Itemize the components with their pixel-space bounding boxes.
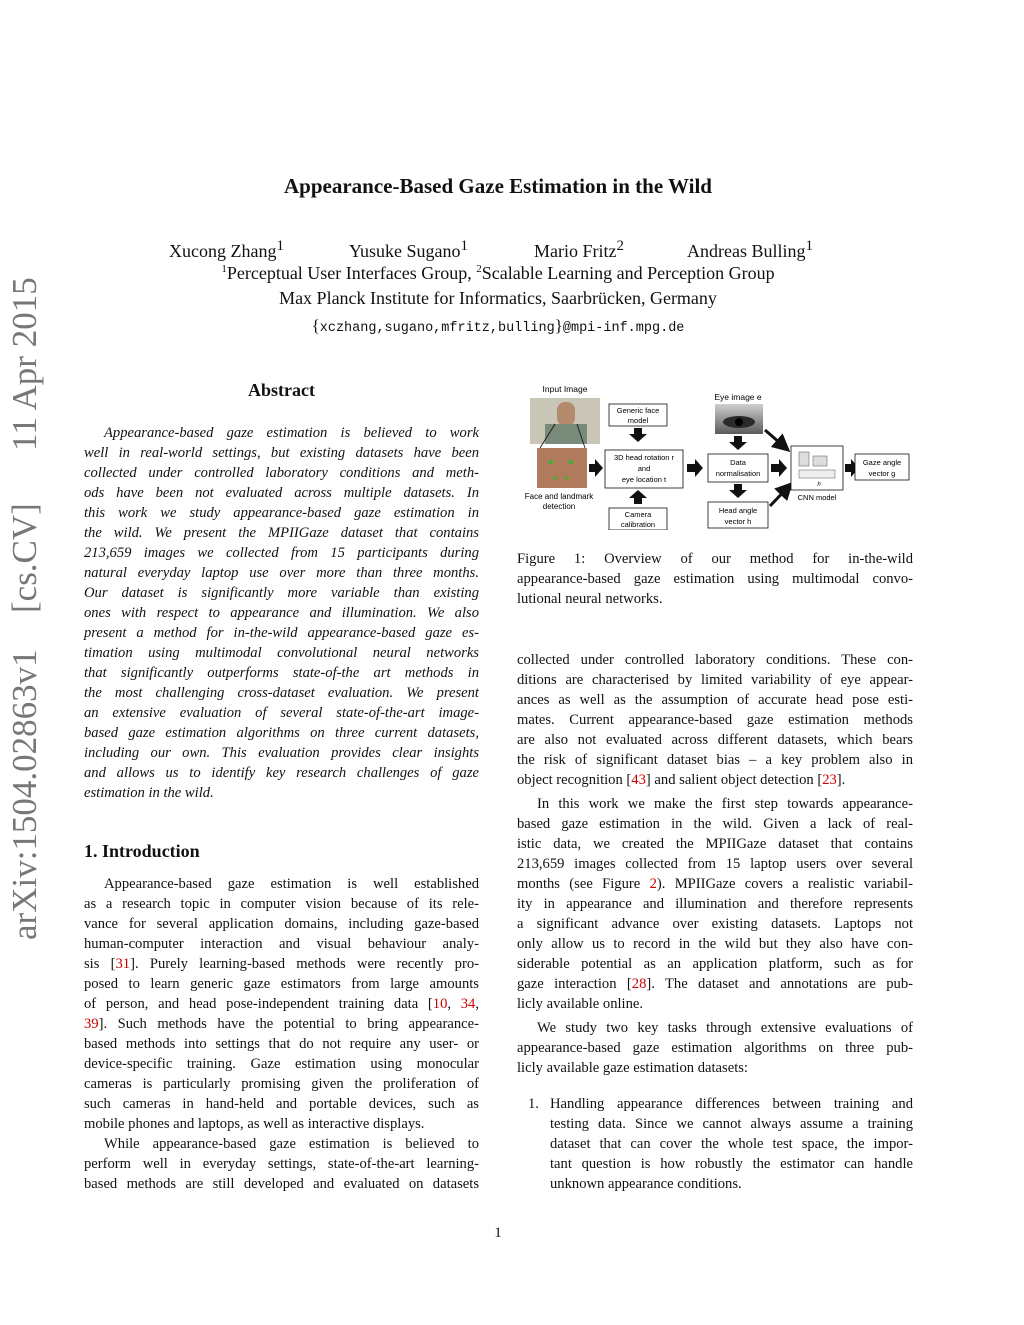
text-line: mates. Current appearance-based gaze estimation methods: [517, 712, 913, 728]
list-number: 1.: [528, 1096, 539, 1112]
text-line: months (see Figure 2). MPIIGaze covers a realistic variabil-: [517, 876, 913, 892]
author-3: Mario Fritz$^2$: [534, 238, 624, 261]
text-line: licly available gaze estimation datasets:: [517, 1060, 748, 1076]
text-line: device-specific training. Gaze estimation using monocular: [84, 1056, 479, 1072]
fig-eye-image-label: Eye image e: [714, 392, 762, 402]
fig-arrow-head-to-cnn: [770, 484, 791, 506]
text-line: mobile phones and laptops, as well as interactive displays.: [84, 1116, 425, 1132]
fig-camera-label-1: Camera: [624, 510, 652, 519]
text-line: based gaze estimation in the wild. Given a lack of real-: [517, 816, 913, 832]
author-2: Yusuke Sugano$^1$: [349, 238, 468, 261]
text-line: Figure 1: Overview of our method for in-the-wild: [517, 551, 913, 567]
fig-camera-label-2: calibration: [620, 520, 656, 529]
text-line: natural everyday laptop use over more than three months.: [84, 565, 479, 581]
fig-arrow-right: [589, 459, 603, 477]
fig-head-angle-label-2: vector h: [724, 517, 752, 526]
fig-landmark: [566, 477, 569, 480]
fig-arrow-down: [729, 484, 747, 498]
fig-arrow-up: [629, 490, 647, 504]
text-line: 213,659 images collected from 15 laptop users over several: [517, 856, 913, 872]
text-line: that significantly outperforms state-of-the art methods in: [84, 665, 479, 681]
fig-head-rotation-label-1: 3D head rotation r: [613, 453, 675, 462]
fig-gaze-label-1: Gaze angle: [862, 458, 902, 467]
text-line: Appearance-based gaze estimation is believed to work: [104, 425, 479, 441]
text-line: We study two key tasks through extensive evaluations of: [537, 1020, 913, 1036]
text-line: posed to learn generic gaze estimators from large amounts: [84, 976, 479, 992]
text-line: human-computer interaction and visual behaviour analy-: [84, 936, 479, 952]
text-line: perform well in everyday settings, state-of-the-art learning-: [84, 1156, 479, 1172]
fig-data-norm-label-2: normalisation: [715, 469, 761, 478]
fig-cnn-h: h: [817, 482, 821, 488]
text-line: ity in appearance and illumination and therefore represents: [517, 896, 913, 912]
text-line: including our own. This evaluation provides clear insights: [84, 745, 479, 761]
text-line: well in real-world settings, but existing datasets have been: [84, 445, 479, 461]
text-line: the most challenging cross-dataset evaluation. We present: [84, 685, 479, 701]
text-line: this work we study appearance-based gaze estimation in: [84, 505, 479, 521]
text-line: vance for several application domains, including gaze-based: [84, 916, 479, 932]
text-line: sis [31]. Purely learning-based methods were recently pro-: [84, 956, 479, 972]
text-line: gaze interaction [28]. The dataset and annotations are pub-: [517, 976, 913, 992]
text-line: object recognition [43] and salient object detection [23].: [517, 772, 846, 788]
fig-generic-face-label-1: Generic face: [616, 406, 660, 415]
fig-cnn-label: CNN model: [797, 493, 837, 502]
abstract-body: [84, 423, 479, 803]
text-line: the risk of significant dataset bias – a key problem also in: [517, 752, 913, 768]
text-line: based gaze estimation algorithms on three current datasets,: [84, 725, 479, 741]
text-line: ances as well as the assumption of accurate head pose esti-: [517, 692, 913, 708]
introduction-heading: 1. Introduction: [84, 841, 200, 861]
abstract-heading: Abstract: [248, 380, 315, 400]
text-line: present a method for in-the-wild appearance-based gaze es-: [84, 625, 479, 641]
text-line: licly available online.: [517, 996, 644, 1012]
text-line: appearance-based gaze estimation algorithms on three pub-: [517, 1040, 913, 1056]
fig-cnn-layer: [799, 470, 835, 478]
text-line: ones with respect to appearance and illumination. We also: [84, 605, 479, 621]
text-line: based methods into settings that do not require any user- or: [84, 1036, 479, 1052]
fig-landmark: [549, 460, 553, 464]
text-line: collected under controlled laboratory conditions and meth-: [84, 465, 479, 481]
list-item-text: [550, 1094, 913, 1194]
figure-1-diagram: [515, 380, 915, 530]
paper-title: Appearance-Based Gaze Estimation in the Wild: [284, 174, 712, 198]
fig-arrow-right: [771, 459, 787, 477]
text-line: unknown appearance conditions.: [550, 1176, 742, 1192]
fig-gaze-label-2: vector g: [868, 469, 896, 478]
text-line: Our dataset is significantly more variable than existing: [84, 585, 479, 601]
text-line: based methods are still developed and evaluated on datasets: [84, 1176, 479, 1192]
fig-arrow-down: [729, 436, 747, 450]
fig-data-norm-label-1: Data: [730, 458, 746, 467]
text-line: lutional neural networks.: [517, 591, 663, 607]
text-line: 213,659 images we collected from 15 participants during: [84, 545, 479, 561]
text-line: While appearance-based gaze estimation is believed to: [104, 1136, 479, 1152]
fig-arrow-eye-to-cnn: [765, 430, 788, 450]
author-emails: {xczhang,sugano,mfritz,bulling}@mpi-inf.mpg.de: [311, 316, 685, 336]
text-line: testing data. Since we cannot always assume a training: [550, 1116, 913, 1132]
fig-generic-face-label-2: model: [627, 416, 649, 425]
text-line: the wild. We present the MPIIGaze dataset that contains: [84, 525, 479, 541]
text-line: tant question is how robustly the estimator can handle: [550, 1156, 913, 1172]
arxiv-category: [cs.CV]: [5, 503, 44, 613]
fig-cnn-layer: [799, 452, 809, 466]
fig-landmark: [569, 460, 573, 464]
fig-cnn-layer: [813, 456, 827, 466]
fig-face-label-2: detection: [542, 502, 576, 511]
text-line: 39]. Such methods have the potential to bring appearance-: [84, 1016, 479, 1032]
text-line: siderable potential as an application platform, such as for: [517, 956, 913, 972]
fig-arrow-right: [687, 459, 703, 477]
fig-arrow-down: [629, 428, 647, 442]
figure-1-caption: [517, 549, 913, 609]
text-line: ditions are characterised by limited variability of eye appear-: [517, 672, 913, 688]
text-line: appearance-based gaze estimation using multimodal convo-: [517, 571, 913, 587]
text-line: dataset that can cover the whole test space, the impor-: [550, 1136, 913, 1152]
fig-head-rotation-label-3: eye location t: [621, 475, 667, 484]
text-line: as a research topic in computer vision because of its rele-: [84, 896, 479, 912]
arxiv-date: 11 Apr 2015: [5, 277, 44, 451]
fig-head-angle-label-1: Head angle: [718, 506, 758, 515]
text-line: cameras is particularly promising given the proliferation of: [84, 1076, 479, 1092]
text-line: of person, and head pose-independent training data [10, 34,: [84, 996, 479, 1012]
text-line: are also not evaluated across different datasets, which bears: [517, 732, 913, 748]
arxiv-id: arXiv:1504.02863v1: [5, 649, 44, 940]
text-line: istic data, we created the MPIIGaze dataset that contains: [517, 836, 913, 852]
fig-head-rotation-label-2: and: [637, 464, 651, 473]
text-line: a significant advance over existing datasets. Laptops not: [517, 916, 913, 932]
text-line: estimation in the wild.: [84, 785, 214, 801]
introduction-body: [84, 874, 479, 1194]
text-line: Handling appearance differences between training and: [550, 1096, 913, 1112]
affiliation-line-1: $^1$Perceptual User Interfaces Group, $^2$Scalable Learning and Perception Group: [221, 263, 775, 283]
text-line: collected under controlled laboratory conditions. These con-: [517, 652, 913, 668]
fig-input-image-label: Input Image: [542, 384, 588, 394]
fig-input-face: [557, 402, 575, 426]
fig-face-label-1: Face and landmark: [524, 492, 594, 501]
fig-landmark: [554, 477, 557, 480]
text-line: ods have been not evaluated across multiple datasets. In: [84, 485, 479, 501]
text-line: such cameras in hand-held and portable devices, such as: [84, 1096, 479, 1112]
text-line: timation using multimodal convolutional neural networks: [84, 645, 479, 661]
affiliation-line-2: Max Planck Institute for Informatics, Saarbrücken, Germany: [279, 288, 717, 308]
right-column-body: [517, 650, 913, 1078]
text-line: In this work we make the first step towards appearance-: [537, 796, 913, 812]
fig-eye-pupil: [735, 418, 743, 426]
author-4: Andreas Bulling$^1$: [687, 238, 813, 261]
page-number: 1: [494, 1225, 502, 1241]
author-1: Xucong Zhang$^1$: [169, 238, 284, 261]
text-line: only allow us to record in the wild but they also have con-: [517, 936, 913, 952]
text-line: and allows us to identify key research challenges of gaze: [84, 765, 479, 781]
text-line: an extensive evaluation of several state-of-the-art image-: [84, 705, 479, 721]
text-line: Appearance-based gaze estimation is well established: [104, 876, 479, 892]
fig-face-crop: [537, 448, 587, 488]
